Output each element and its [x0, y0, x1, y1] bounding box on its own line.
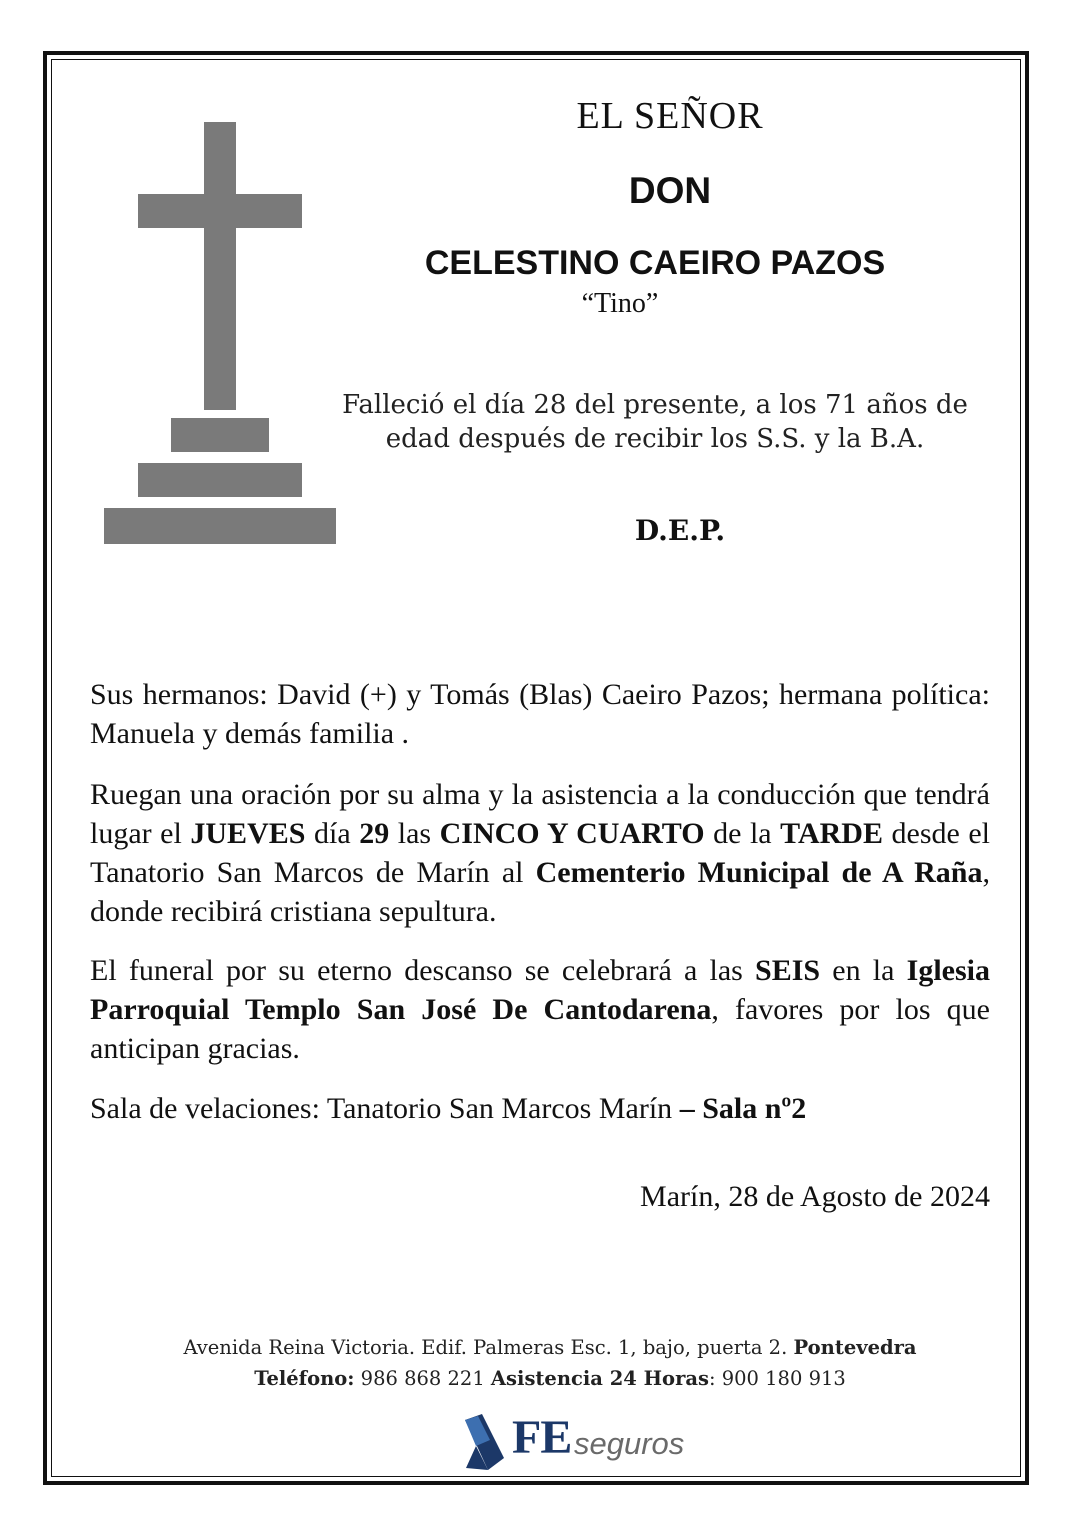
cross-icon — [104, 122, 336, 546]
conduction-paragraph — [90, 775, 990, 931]
footer-address — [80, 1336, 1020, 1359]
wake-text: Sala de velaciones: Tanatorio San Marcos Marín — [90, 1092, 680, 1125]
footer-phone: 986 868 221 — [354, 1367, 491, 1390]
death-notice — [330, 388, 980, 456]
conduction-text-5: desde el Tanatorio San Marcos de Marín al — [90, 817, 991, 889]
funeral-text-2: en la — [820, 954, 907, 987]
deceased-nickname: “Tino” — [581, 288, 659, 319]
funeral-church: Iglesia Parroquial Templo San José De Cantodarena — [90, 954, 990, 1026]
title-el-senor: EL SEÑOR — [576, 95, 764, 137]
dep-abbreviation: D.E.P. — [634, 514, 726, 547]
conduction-text-2: día — [305, 817, 360, 850]
fe-seguros-logo — [462, 1410, 692, 1474]
conduction-cemetery: Cementerio Municipal de A Raña — [535, 856, 983, 889]
fe-seguros-logo-mark-icon — [462, 1412, 508, 1472]
cross-base-step-1 — [171, 418, 269, 452]
wake-dash: – — [679, 1092, 695, 1125]
conduction-text-1: Ruegan una oración por su alma y la asistencia a la conducción que tendrá lugar el — [90, 778, 990, 850]
footer-address-text: Avenida Reina Victoria. Edif. Palmeras Esc. 1, bajo, puerta 2. — [183, 1336, 794, 1359]
conduction-text-3: las — [389, 817, 440, 850]
fe-logo-text: FE — [512, 1411, 572, 1464]
footer-assist-label: Asistencia 24 Horas — [490, 1367, 709, 1390]
death-notice-line-1: Falleció el día 28 del presente, a los 71 años de — [342, 390, 968, 420]
footer-assist-phone: : 900 180 913 — [708, 1367, 846, 1390]
seguros-logo-text: seguros — [574, 1426, 685, 1461]
cross-base-step-2 — [138, 463, 302, 497]
conduction-text-4: de la — [704, 817, 781, 850]
funeral-paragraph — [90, 951, 990, 1068]
funeral-text-1: El funeral por su eterno descanso se celebrará a las — [90, 954, 756, 987]
place-date: Marín, 28 de Agosto de 2024 — [640, 1180, 990, 1213]
conduction-day: JUEVES — [190, 817, 306, 850]
cross-vertical-bar — [204, 122, 236, 410]
wake-paragraph — [90, 1089, 990, 1128]
cross-base-step-3 — [104, 508, 336, 544]
footer-city: Pontevedra — [793, 1336, 917, 1359]
funeral-text-3: , favores por los que anticipan gracias. — [90, 993, 990, 1065]
footer-contact — [80, 1367, 1020, 1390]
deceased-name: CELESTINO CAEIRO PAZOS — [424, 244, 886, 282]
family-paragraph: Sus hermanos: David (+) y Tomás (Blas) Caeiro Pazos; hermana política: Manuela y demás familia . — [90, 678, 990, 750]
footer-phone-label: Teléfono: — [254, 1367, 355, 1390]
title-don: DON — [628, 170, 712, 211]
death-notice-line-2: edad después de recibir los S.S. y la B.A. — [385, 424, 925, 454]
wake-room: Sala nº2 — [694, 1092, 807, 1125]
conduction-period: TARDE — [780, 817, 883, 850]
conduction-date-number: 29 — [359, 817, 390, 850]
conduction-text-6: , donde recibirá cristiana sepultura. — [90, 856, 990, 928]
funeral-time: SEIS — [755, 954, 821, 987]
conduction-time: CINCO Y CUARTO — [439, 817, 705, 850]
cross-horizontal-bar — [138, 194, 302, 228]
